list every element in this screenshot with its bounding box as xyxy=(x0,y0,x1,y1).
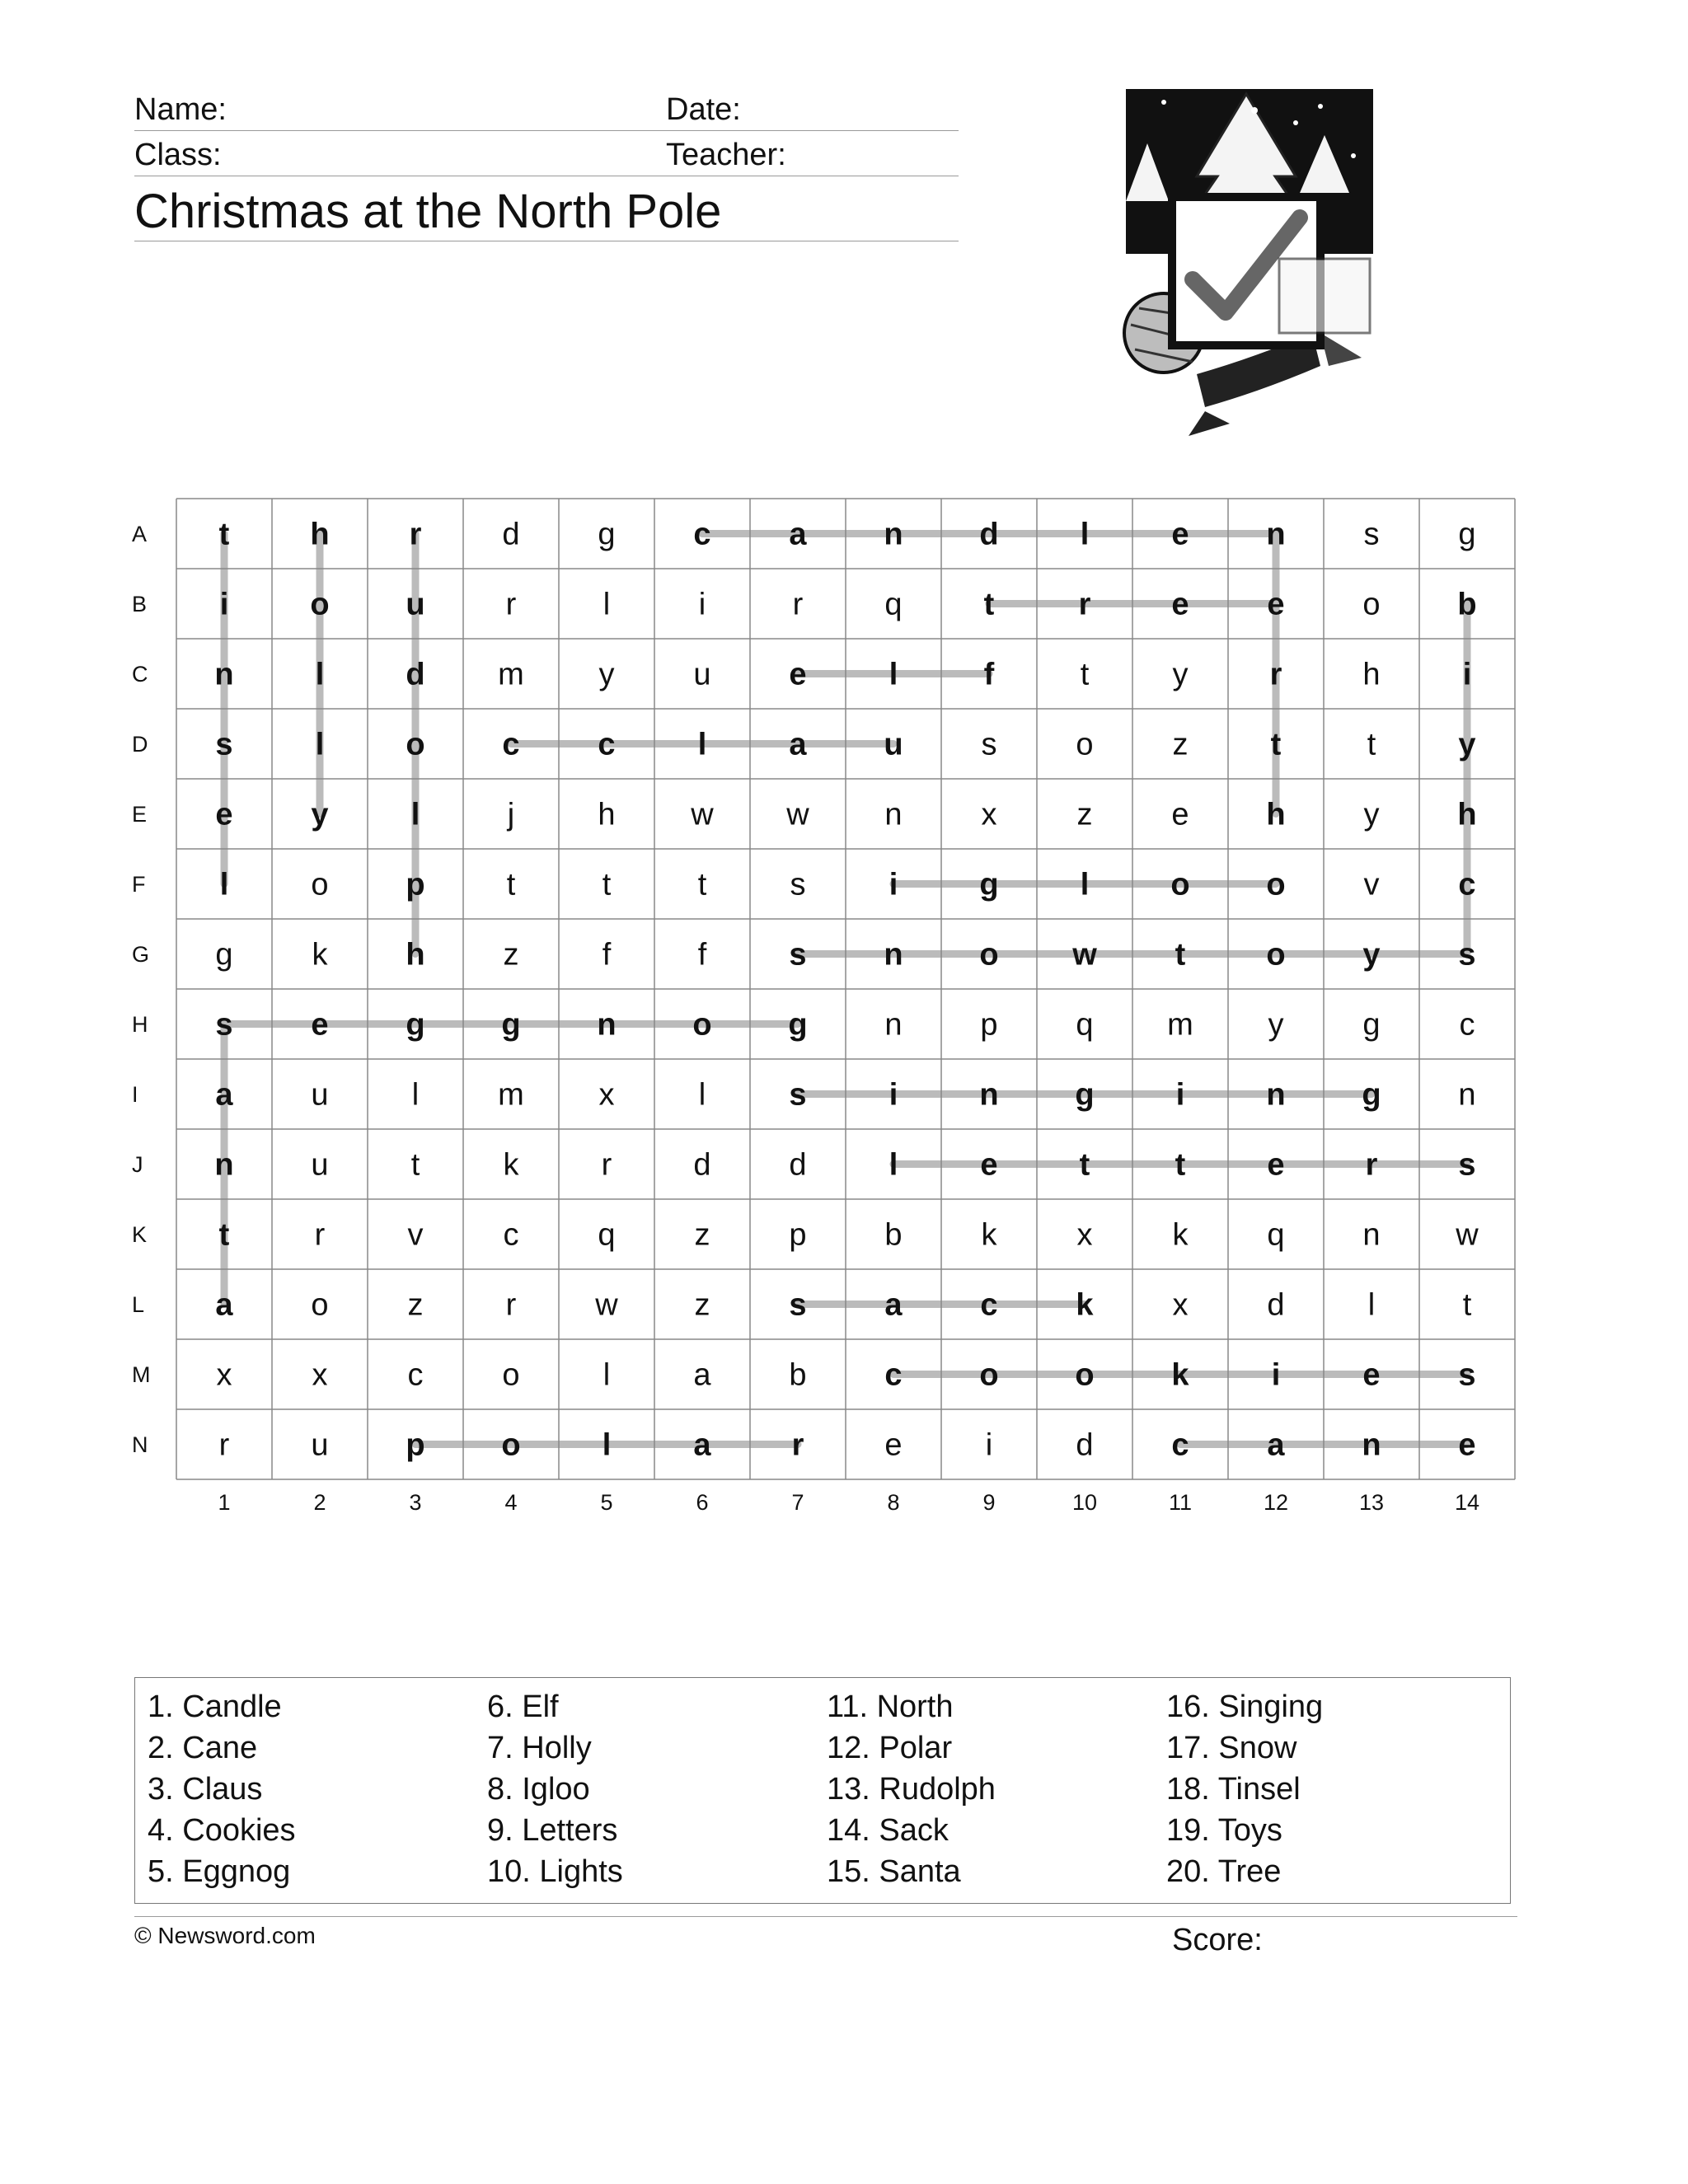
word-bank-item: 15. Santa xyxy=(827,1854,961,1889)
found-letter: o xyxy=(310,587,330,622)
column-label: 2 xyxy=(313,1490,326,1515)
grid-letter: t xyxy=(1080,657,1090,692)
word-bank xyxy=(134,1677,1511,1904)
grid-letter: d xyxy=(1076,1427,1094,1463)
grid-letter: w xyxy=(786,797,809,832)
word-bank-item: 20. Tree xyxy=(1166,1854,1282,1889)
grid-letter: i xyxy=(985,1427,993,1463)
grid-letter: f xyxy=(602,937,612,972)
teacher-label: Teacher: xyxy=(666,138,786,172)
found-letter: e xyxy=(1458,1427,1476,1463)
found-letter: h xyxy=(1457,797,1477,832)
found-letter: s xyxy=(789,937,807,972)
grid-letter: o xyxy=(1362,587,1381,622)
row-label: K xyxy=(132,1221,148,1247)
grid-letter: g xyxy=(1458,517,1476,552)
found-letter: e xyxy=(1267,587,1285,622)
found-letter: h xyxy=(406,937,425,972)
column-label: 5 xyxy=(600,1490,613,1515)
found-letter: l xyxy=(889,1147,898,1183)
row-label: G xyxy=(132,941,150,967)
found-letter: b xyxy=(1457,587,1477,622)
word-bank-item: 14. Sack xyxy=(827,1813,949,1848)
found-letter: s xyxy=(1458,1147,1476,1183)
class-teacher-row xyxy=(134,134,959,176)
grid-letter: l xyxy=(603,587,611,622)
found-letter: u xyxy=(406,587,425,622)
grid-letter: m xyxy=(498,1077,524,1113)
grid-letter: b xyxy=(789,1357,807,1393)
grid-letter: y xyxy=(1363,797,1380,832)
row-label: F xyxy=(132,871,146,897)
word-bank-item: 12. Polar xyxy=(827,1731,953,1765)
row-label: M xyxy=(132,1361,151,1387)
found-letter: d xyxy=(406,657,425,692)
grid-letter: p xyxy=(789,1217,807,1253)
grid-letter: d xyxy=(502,517,520,552)
row-label: L xyxy=(132,1291,145,1317)
date-label: Date: xyxy=(666,92,741,127)
found-letter: n xyxy=(214,1147,234,1183)
grid-letter: r xyxy=(505,587,517,622)
found-letter: e xyxy=(311,1007,329,1043)
grid-letter: l xyxy=(411,1077,420,1113)
found-letter: y xyxy=(1458,727,1476,762)
grid-letter: y xyxy=(1172,657,1189,692)
grid-letter: e xyxy=(1171,797,1189,832)
found-letter: k xyxy=(1171,1357,1189,1393)
found-letter: h xyxy=(310,517,330,552)
word-bank-item: 2. Cane xyxy=(148,1731,258,1765)
grid-letter: r xyxy=(601,1147,612,1183)
found-letter: s xyxy=(215,1007,233,1043)
row-label: E xyxy=(132,801,148,827)
column-label: 14 xyxy=(1454,1490,1480,1515)
found-letter: n xyxy=(884,517,903,552)
found-letter: a xyxy=(789,517,807,552)
grid-letter: t xyxy=(697,867,707,902)
grid-letter: h xyxy=(598,797,616,832)
found-letter: g xyxy=(501,1007,521,1043)
grid-letter: r xyxy=(314,1217,326,1253)
grid-letter: m xyxy=(498,657,524,692)
grid-letter: o xyxy=(1076,727,1094,762)
found-letter: i xyxy=(889,867,898,902)
grid-letter: c xyxy=(503,1217,519,1253)
grid-letter: o xyxy=(502,1357,520,1393)
word-bank-item: 8. Igloo xyxy=(487,1772,590,1807)
grid-letter: z xyxy=(1076,797,1093,832)
found-letter: g xyxy=(406,1007,425,1043)
found-letter: y xyxy=(1362,937,1381,972)
found-letter: n xyxy=(214,657,234,692)
grid-letter: a xyxy=(693,1357,711,1393)
found-letter: e xyxy=(789,657,807,692)
grid-letter: n xyxy=(884,797,903,832)
found-letter: s xyxy=(1458,1357,1476,1393)
footer-divider xyxy=(134,1916,1517,1917)
found-letter: l xyxy=(315,657,325,692)
found-letter: r xyxy=(409,517,422,552)
grid-letter: r xyxy=(792,587,804,622)
found-letter: i xyxy=(1462,657,1472,692)
found-letter: g xyxy=(979,867,999,902)
column-label: 6 xyxy=(696,1490,709,1515)
grid-letter: u xyxy=(311,1427,329,1463)
grid-letter: t xyxy=(602,867,612,902)
grid-letter: k xyxy=(312,937,328,972)
found-letter: g xyxy=(1362,1077,1381,1113)
grid-letter: z xyxy=(1172,727,1189,762)
grid-letter: h xyxy=(1362,657,1381,692)
found-letter: o xyxy=(979,937,999,972)
found-letter: r xyxy=(1078,587,1091,622)
word-bank-item: 7. Holly xyxy=(487,1731,592,1765)
found-letter: e xyxy=(215,797,233,832)
grid-letter: u xyxy=(311,1077,329,1113)
found-letter: l xyxy=(1080,517,1090,552)
row-label: H xyxy=(132,1011,148,1037)
found-letter: e xyxy=(1362,1357,1381,1393)
word-bank-item: 3. Claus xyxy=(148,1772,263,1807)
grid-letter: l xyxy=(1367,1287,1376,1323)
grid-letter: x xyxy=(1172,1287,1189,1323)
found-letter: s xyxy=(789,1287,807,1323)
grid-letter: u xyxy=(693,657,711,692)
found-letter: i xyxy=(889,1077,898,1113)
found-letter: i xyxy=(219,587,229,622)
grid-letter: x xyxy=(598,1077,615,1113)
column-label: 11 xyxy=(1168,1490,1193,1515)
grid-letter: d xyxy=(1267,1287,1285,1323)
found-letter: t xyxy=(1175,937,1186,972)
found-letter: l xyxy=(697,727,707,762)
grid-letter: c xyxy=(407,1357,424,1393)
grid-letter: n xyxy=(1458,1077,1476,1113)
found-letter: o xyxy=(1075,1357,1095,1393)
grid-letter: x xyxy=(312,1357,328,1393)
grid-letter: i xyxy=(698,587,706,622)
word-bank-item: 1. Candle xyxy=(148,1690,282,1724)
grid-letter: s xyxy=(790,867,806,902)
found-letter: y xyxy=(311,797,329,832)
grid-letter: z xyxy=(503,937,519,972)
word-bank-item: 9. Letters xyxy=(487,1813,618,1848)
grid-letter: m xyxy=(1167,1007,1193,1043)
column-label: 7 xyxy=(791,1490,804,1515)
found-letter: s xyxy=(789,1077,807,1113)
row-label: C xyxy=(132,661,148,687)
grid-letter: g xyxy=(1362,1007,1381,1043)
name-label: Name: xyxy=(134,92,227,127)
grid-letter: d xyxy=(789,1147,807,1183)
grid-svg xyxy=(176,498,1516,1480)
found-letter: a xyxy=(215,1287,233,1323)
found-letter: t xyxy=(983,587,995,622)
grid-letter: w xyxy=(691,797,714,832)
found-letter: g xyxy=(1075,1077,1095,1113)
found-letter: r xyxy=(791,1427,804,1463)
found-letter: e xyxy=(1171,517,1189,552)
found-letter: o xyxy=(1266,867,1286,902)
found-letter: n xyxy=(884,937,903,972)
copyright: © Newsword.com xyxy=(134,1923,316,1948)
found-letter: o xyxy=(501,1427,521,1463)
column-label: 9 xyxy=(982,1490,996,1515)
column-label: 1 xyxy=(218,1490,231,1515)
found-letter: o xyxy=(979,1357,999,1393)
found-letter: l xyxy=(410,797,420,832)
found-letter: p xyxy=(406,1427,425,1463)
title-row xyxy=(134,183,959,241)
grid-letter: z xyxy=(694,1217,710,1253)
grid-letter: q xyxy=(1267,1217,1285,1253)
column-label: 12 xyxy=(1263,1490,1289,1515)
column-label: 8 xyxy=(887,1490,900,1515)
grid-letter: u xyxy=(311,1147,329,1183)
word-bank-column xyxy=(1166,1686,1323,1892)
grid-letter: l xyxy=(603,1357,611,1393)
grid-letter: w xyxy=(595,1287,618,1323)
grid-letter: k xyxy=(503,1147,519,1183)
grid-letter: d xyxy=(693,1147,711,1183)
found-letter: a xyxy=(789,727,807,762)
found-letter: o xyxy=(692,1007,712,1043)
row-label: N xyxy=(132,1432,148,1457)
grid-letter: q xyxy=(1076,1007,1094,1043)
found-letter: g xyxy=(788,1007,808,1043)
grid-letter: k xyxy=(981,1217,997,1253)
grid-letter: q xyxy=(884,587,903,622)
found-letter: d xyxy=(979,517,999,552)
row-label: I xyxy=(132,1081,138,1107)
grid-letter: n xyxy=(884,1007,903,1043)
grid-letter: r xyxy=(218,1427,230,1463)
found-letter: c xyxy=(1171,1427,1189,1463)
column-label: 3 xyxy=(409,1490,422,1515)
found-letter: l xyxy=(315,727,325,762)
found-letter: i xyxy=(1175,1077,1185,1113)
row-label: D xyxy=(132,731,148,757)
found-letter: e xyxy=(1171,587,1189,622)
found-letter: o xyxy=(1170,867,1190,902)
found-letter: u xyxy=(884,727,903,762)
grid-letter: x xyxy=(981,797,997,832)
grid-letter: q xyxy=(598,1217,616,1253)
grid-letter: o xyxy=(311,1287,329,1323)
word-bank-item: 6. Elf xyxy=(487,1690,559,1724)
grid-letter: y xyxy=(598,657,615,692)
found-letter: n xyxy=(597,1007,617,1043)
page-title: Christmas at the North Pole xyxy=(134,185,722,238)
grid-letter: w xyxy=(1456,1217,1479,1253)
grid-letter: g xyxy=(598,517,616,552)
found-letter: i xyxy=(1271,1357,1281,1393)
word-bank-item: 11. North xyxy=(827,1690,954,1724)
found-letter: l xyxy=(602,1427,612,1463)
found-letter: a xyxy=(215,1077,233,1113)
name-date-row xyxy=(134,89,959,131)
found-letter: a xyxy=(884,1287,903,1323)
grid-letter: s xyxy=(1363,517,1380,552)
found-letter: w xyxy=(1072,937,1097,972)
grid-letter: t xyxy=(410,1147,420,1183)
found-letter: o xyxy=(406,727,425,762)
column-label: 4 xyxy=(504,1490,518,1515)
found-letter: s xyxy=(215,727,233,762)
column-label: 10 xyxy=(1071,1490,1098,1515)
row-label: J xyxy=(132,1151,143,1177)
word-bank-item: 4. Cookies xyxy=(148,1813,296,1848)
grid-letter: p xyxy=(980,1007,998,1043)
grid-letter: v xyxy=(407,1217,424,1253)
found-letter: c xyxy=(502,727,520,762)
word-bank-item: 19. Toys xyxy=(1166,1813,1282,1848)
found-letter: a xyxy=(1267,1427,1285,1463)
found-letter: s xyxy=(1458,937,1476,972)
word-bank-column xyxy=(827,1686,996,1892)
found-letter: r xyxy=(1269,657,1282,692)
grid-letter: j xyxy=(507,797,515,832)
grid-letter: g xyxy=(215,937,233,972)
grid-letter: l xyxy=(698,1077,706,1113)
column-label: 13 xyxy=(1358,1490,1385,1515)
grid-letter: t xyxy=(1462,1287,1472,1323)
found-letter: h xyxy=(1266,797,1286,832)
grid-letter: b xyxy=(884,1217,903,1253)
christmas-tree-checkbox-icon xyxy=(1114,86,1383,445)
found-letter: n xyxy=(979,1077,999,1113)
grid-letter: x xyxy=(216,1357,232,1393)
grid-letter: z xyxy=(407,1287,424,1323)
grid-letter: t xyxy=(506,867,516,902)
found-letter: t xyxy=(218,1217,230,1253)
found-letter: n xyxy=(1266,1077,1286,1113)
found-letter: n xyxy=(1266,517,1286,552)
grid-letter: c xyxy=(1459,1007,1475,1043)
word-bank-item: 17. Snow xyxy=(1166,1731,1297,1765)
found-letter: t xyxy=(1175,1147,1186,1183)
grid-letter: v xyxy=(1363,867,1380,902)
found-letter: t xyxy=(1270,727,1282,762)
grid-letter: x xyxy=(1076,1217,1093,1253)
grid-letter: r xyxy=(505,1287,517,1323)
found-letter: p xyxy=(406,867,425,902)
word-bank-item: 18. Tinsel xyxy=(1166,1772,1301,1807)
row-label: B xyxy=(132,591,148,616)
found-letter: r xyxy=(1365,1147,1378,1183)
found-letter: l xyxy=(1080,867,1090,902)
word-bank-column xyxy=(148,1686,296,1892)
found-letter: l xyxy=(889,657,898,692)
found-letter: k xyxy=(1076,1287,1094,1323)
found-letter: a xyxy=(693,1427,711,1463)
class-label: Class: xyxy=(134,138,222,172)
found-letter: o xyxy=(1266,937,1286,972)
found-letter: n xyxy=(1362,1427,1381,1463)
word-bank-item: 13. Rudolph xyxy=(827,1772,996,1807)
word-bank-item: 5. Eggnog xyxy=(148,1854,291,1889)
found-letter: c xyxy=(598,727,616,762)
grid-letter: e xyxy=(884,1427,903,1463)
grid-letter: o xyxy=(311,867,329,902)
found-letter: t xyxy=(218,517,230,552)
found-letter: c xyxy=(980,1287,998,1323)
score-label: Score: xyxy=(1172,1923,1263,1957)
word-bank-column xyxy=(487,1686,623,1892)
grid-letter: s xyxy=(981,727,997,762)
word-bank-item: 10. Lights xyxy=(487,1854,623,1889)
grid-letter: k xyxy=(1172,1217,1189,1253)
found-letter: c xyxy=(1458,867,1476,902)
found-letter: c xyxy=(693,517,711,552)
found-letter: l xyxy=(219,867,229,902)
grid-letter: z xyxy=(694,1287,710,1323)
grid-letter: n xyxy=(1362,1217,1381,1253)
grid-letter: y xyxy=(1268,1007,1284,1043)
word-bank-item: 16. Singing xyxy=(1166,1690,1324,1724)
found-letter: e xyxy=(1267,1147,1285,1183)
row-label: A xyxy=(132,521,148,546)
found-letter: t xyxy=(1079,1147,1090,1183)
found-letter: f xyxy=(983,657,995,692)
found-letter: e xyxy=(980,1147,998,1183)
found-letter: c xyxy=(884,1357,903,1393)
grid-letter: t xyxy=(1367,727,1376,762)
grid-letter: f xyxy=(697,937,707,972)
